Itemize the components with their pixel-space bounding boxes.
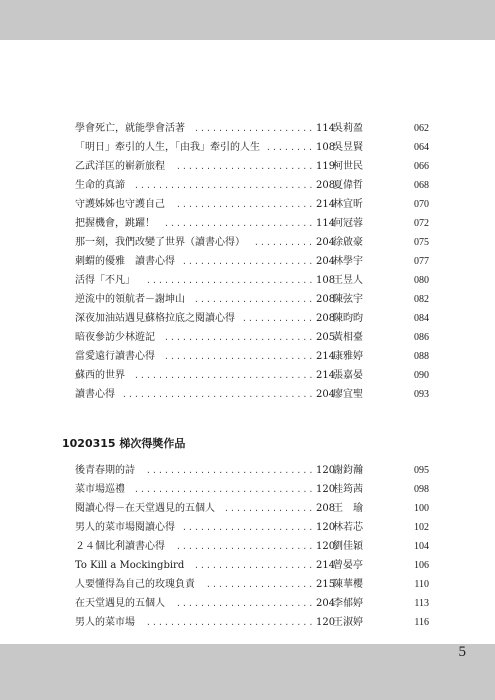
entry-class-number: 214 — [316, 199, 336, 210]
toc-entry — [75, 309, 429, 328]
entry-class-number: 120 — [316, 617, 336, 628]
entry-author: 徐啟豪 — [333, 237, 363, 248]
entry-class-number: 108 — [316, 275, 336, 286]
entry-author: 柯世民 — [333, 161, 363, 172]
toc-entry — [75, 214, 429, 233]
leader-dots: .................. — [206, 580, 315, 589]
toc-entry — [75, 480, 429, 499]
leader-dots: .............................. — [134, 181, 315, 190]
entry-title: 在天堂遇見的五個人 — [75, 598, 165, 609]
entry-class-number: 204 — [316, 256, 336, 267]
leader-dots: .................... — [194, 124, 315, 133]
entry-page-number: 106 — [414, 560, 429, 571]
entry-page-number: 090 — [414, 370, 429, 381]
entry-title: To Kill a Mockingbird — [75, 560, 185, 571]
entry-page-number: 084 — [414, 313, 429, 324]
entry-title: 男人的菜市場 — [75, 617, 135, 628]
entry-page-number: 075 — [414, 237, 429, 248]
entry-author: 林宜昕 — [333, 199, 363, 210]
entry-title: 菜市場巡禮 — [75, 484, 125, 495]
entry-page-number: 072 — [414, 218, 429, 229]
entry-title: 蘇西的世界 — [75, 370, 125, 381]
entry-class-number: 204 — [316, 598, 336, 609]
leader-dots: ............... — [224, 504, 315, 513]
top-margin-band — [0, 0, 495, 40]
leader-dots: ...................... — [182, 257, 315, 266]
entry-class-number: 208 — [316, 313, 336, 324]
entry-title: 人要懂得為自己的玫瑰負責 — [75, 579, 195, 590]
leader-dots: ................................ — [122, 390, 315, 399]
entry-title: 後青春期的詩 — [75, 465, 135, 476]
entry-author: 王昱人 — [333, 275, 363, 286]
leader-dots: ....................... — [176, 542, 315, 551]
entry-page-number: 102 — [414, 522, 429, 533]
toc-entry — [75, 195, 429, 214]
entry-author: 謝鈞瀚 — [333, 465, 363, 476]
section-heading: 1020315 梯次得獎作品 — [62, 437, 186, 450]
entry-title: 學會死亡，就能學會活著 — [75, 123, 185, 134]
leader-dots: ....................... — [176, 162, 315, 171]
entry-title: 閱讀心得－在天堂遇見的五個人 — [75, 503, 215, 514]
entry-class-number: 214 — [316, 370, 336, 381]
toc-entry — [75, 176, 429, 195]
entry-class-number: 208 — [316, 180, 336, 191]
toc-entry — [75, 461, 429, 480]
toc-entry — [75, 233, 429, 252]
toc-entry — [75, 138, 429, 157]
entry-title: 暗夜參訪少林遊記 — [75, 332, 155, 343]
entry-page-number: 095 — [414, 465, 429, 476]
entry-author: 林學宇 — [333, 256, 363, 267]
entry-author: 廖宜聖 — [333, 389, 363, 400]
entry-page-number: 080 — [414, 275, 429, 286]
toc-entry — [75, 119, 429, 138]
entry-page-number: 100 — [414, 503, 429, 514]
entry-title: 深夜加油站遇見蘇格拉底之閱讀心得 — [75, 313, 235, 324]
leader-dots: ............................ — [146, 276, 315, 285]
entry-page-number: 064 — [414, 142, 429, 153]
entry-class-number: 208 — [316, 294, 336, 305]
toc-entry — [75, 328, 429, 347]
leader-dots: .......... — [254, 238, 315, 247]
entry-title: 把握機會，跳躍！ — [75, 218, 155, 229]
leader-dots: ....................... — [176, 599, 315, 608]
entry-page-number: 104 — [414, 541, 429, 552]
entry-class-number: 205 — [316, 332, 336, 343]
entry-author: 黃相臺 — [333, 332, 363, 343]
entry-class-number: 120 — [316, 465, 336, 476]
entry-title: 乙武洋匡的嶄新旅程 — [75, 161, 165, 172]
page-number: 5 — [458, 644, 466, 660]
entry-class-number: 120 — [316, 541, 336, 552]
entry-author: 桂筠茜 — [333, 484, 363, 495]
leader-dots: ......................... — [164, 219, 315, 228]
entry-page-number: 086 — [414, 332, 429, 343]
entry-title: ２４個比利讀書心得 — [75, 541, 165, 552]
entry-page-number: 077 — [414, 256, 429, 267]
entry-page-number: 116 — [414, 617, 429, 628]
toc-entry — [75, 575, 429, 594]
entry-author: 康雅婷 — [333, 351, 363, 362]
entry-page-number: 110 — [414, 579, 429, 590]
entry-author: 陳昀昀 — [333, 313, 363, 324]
entry-page-number: 062 — [414, 123, 429, 134]
leader-dots: .................... — [194, 561, 315, 570]
entry-page-number: 093 — [414, 389, 429, 400]
entry-class-number: 108 — [316, 142, 336, 153]
entry-title: 守護姊姊也守護自己 — [75, 199, 165, 210]
leader-dots: .............................. — [134, 371, 315, 380]
entry-class-number: 120 — [316, 522, 336, 533]
entry-title: 「明日」牽引的人生，「由我」牽引的人生 — [75, 142, 260, 153]
entry-title: 當愛遠行讀書心得 — [75, 351, 155, 362]
entry-page-number: 066 — [414, 161, 429, 172]
leader-dots: ............................ — [146, 466, 315, 475]
entry-title: 逆流中的領航者－謝坤山 — [75, 294, 185, 305]
bottom-margin-band — [0, 644, 495, 700]
entry-class-number: 114 — [316, 218, 336, 229]
toc-entry — [75, 594, 429, 613]
entry-author: 陳華櫻 — [333, 579, 363, 590]
entry-author: 吳昱賢 — [333, 142, 363, 153]
entry-author: 王淑婷 — [333, 617, 363, 628]
entry-author: 何冠蓉 — [333, 218, 363, 229]
entry-author: 吳莉盈 — [333, 123, 363, 134]
entry-page-number: 070 — [414, 199, 429, 210]
toc-entry — [75, 271, 429, 290]
leader-dots: ....................... — [176, 200, 315, 209]
entry-author: 曾晏亭 — [333, 560, 363, 571]
toc-list-part1 — [75, 119, 429, 404]
entry-class-number: 119 — [316, 161, 336, 172]
entry-class-number: 214 — [316, 351, 336, 362]
entry-class-number: 204 — [316, 389, 336, 400]
leader-dots: .............................. — [134, 485, 315, 494]
entry-title: 男人的菜市場閱讀心得 — [75, 522, 175, 533]
leader-dots: .................... — [194, 295, 315, 304]
entry-title: 刺蝟的優雅 讀書心得 — [75, 256, 175, 267]
leader-dots: ......................... — [164, 352, 315, 361]
entry-author: 陳弦宇 — [333, 294, 363, 305]
entry-title: 活得「不凡」 — [75, 275, 135, 286]
toc-entry — [75, 290, 429, 309]
toc-entry — [75, 157, 429, 176]
toc-entry — [75, 518, 429, 537]
toc-entry — [75, 347, 429, 366]
entry-author: 王 瑜 — [333, 503, 363, 514]
entry-class-number: 114 — [316, 123, 336, 134]
leader-dots: ............................ — [146, 618, 315, 627]
entry-class-number: 204 — [316, 237, 336, 248]
toc-entry — [75, 537, 429, 556]
entry-class-number: 214 — [316, 560, 336, 571]
entry-author: 李郁婷 — [333, 598, 363, 609]
entry-class-number: 215 — [316, 579, 336, 590]
entry-author: 夏偉哲 — [333, 180, 363, 191]
toc-entry — [75, 499, 429, 518]
entry-page-number: 098 — [414, 484, 429, 495]
entry-title: 那一刻，我們改變了世界（讀書心得） — [75, 237, 245, 248]
entry-class-number: 208 — [316, 503, 336, 514]
leader-dots: ............ — [242, 314, 315, 323]
entry-page-number: 082 — [414, 294, 429, 305]
entry-page-number: 088 — [414, 351, 429, 362]
toc-entry — [75, 613, 429, 632]
toc-entry — [75, 366, 429, 385]
leader-dots: ......................... — [164, 333, 315, 342]
entry-page-number: 113 — [414, 598, 429, 609]
entry-title: 生命的真諦 — [75, 180, 125, 191]
entry-title: 讀書心得 — [75, 389, 115, 400]
toc-entry — [75, 556, 429, 575]
entry-author: 劉佳穎 — [333, 541, 363, 552]
leader-dots: ...................... — [182, 523, 315, 532]
entry-author: 林若芯 — [333, 522, 363, 533]
toc-list-part2 — [75, 461, 429, 632]
entry-class-number: 120 — [316, 484, 336, 495]
leader-dots: ........ — [266, 143, 315, 152]
toc-entry — [75, 385, 429, 404]
toc-entry — [75, 252, 429, 271]
entry-page-number: 068 — [414, 180, 429, 191]
entry-author: 張嘉晏 — [333, 370, 363, 381]
